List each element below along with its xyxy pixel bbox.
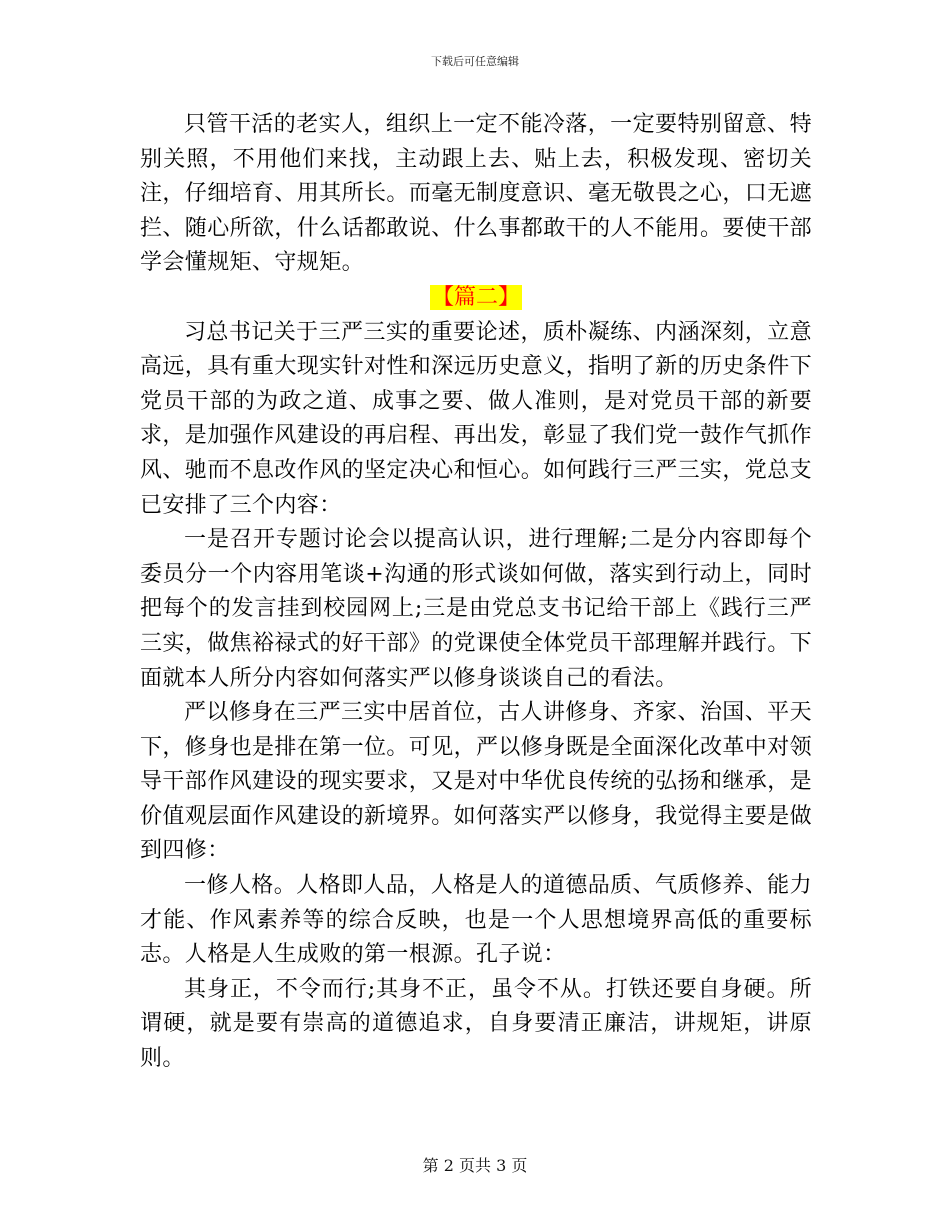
document-body (140, 108, 812, 1077)
body-paragraph: 一修人格。人格即人品，人格是人的道德品质、气质修养、能力才能、作风素养等的综合反映，也是一个人思想境界高低的重要标志。人格是人生成败的第一根源。孔子说： (140, 873, 812, 968)
section-heading (140, 281, 812, 316)
body-paragraph: 严以修身在三严三实中居首位，古人讲修身、齐家、治国、平天下，修身也是排在第一位。可见，严以修身既是全面深化改革中对领导干部作风建设的现实要求，又是对中华优良传统的弘扬和继承，是价值观层面作风建设的新境界。如何落实严以修身，我觉得主要是做到四修： (140, 700, 813, 864)
page-header-text: 下载后可任意编辑 (431, 55, 519, 68)
body-paragraph: 只管干活的老实人，组织上一定不能冷落，一定要特别留意、特别关照，不用他们来找，主动跟上去、贴上去，积极发现、密切关注，仔细培育、用其所长。而毫无制度意识、毫无敬畏之心，口无遮拦、随心所欲，什么话都敢说、什么事都敢干的人不能用。要使干部学会懂规矩、守规矩。 (140, 112, 813, 276)
body-paragraph: 一是召开专题讨论会以提高认识，进行理解;二是分内容即每个委员分一个内容用笔谈+沟通的形式谈如何做，落实到行动上，同时把每个的发言挂到校园网上;三是由党总支书记给干部上《践行三严三实，做焦裕禄式的好干部》的党课使全体党员干部理解并践行。下面就本人所分内容如何落实严以修身谈谈自己的看法。 (140, 527, 813, 691)
body-paragraph: 习总书记关于三严三实的重要论述，质朴凝练、内涵深刻，立意高远，具有重大现实针对性和深远历史意义，指明了新的历史条件下党员干部的为政之道、成事之要、做人准则，是对党员干部的新要求，是加强作风建设的再启程、再出发，彰显了我们党一鼓作气抓作风、驰而不息改作风的坚定决心和恒心。如何践行三严三实，党总支已安排了三个内容： (140, 319, 813, 518)
body-paragraph: 其身正，不令而行;其身不正，虽令不从。打铁还要自身硬。所谓硬，就是要有崇高的道德追求，自身要清正廉洁，讲规矩，讲原则。 (140, 976, 812, 1072)
section-heading-label: 【篇二】 (431, 284, 520, 310)
page-footer (0, 1156, 950, 1176)
page-header (0, 54, 950, 70)
page-number-text: 第 2 页共 3 页 (422, 1156, 528, 1175)
